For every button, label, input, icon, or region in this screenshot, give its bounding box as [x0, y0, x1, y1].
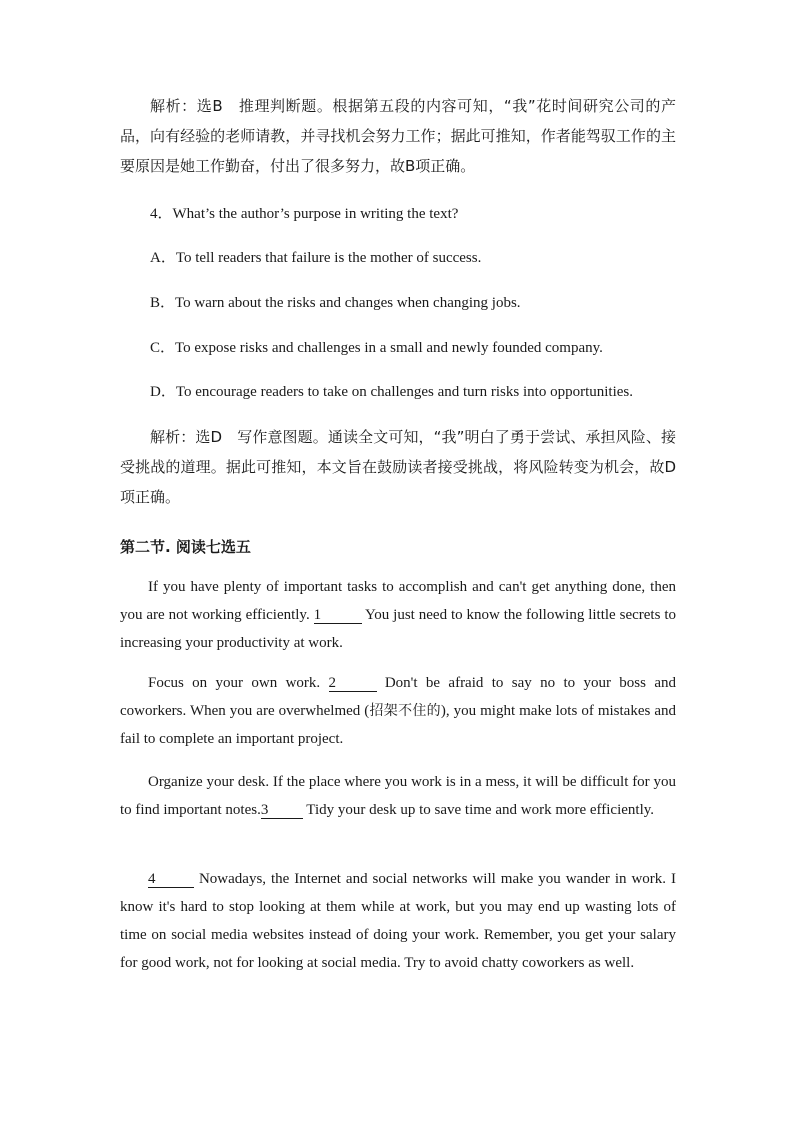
section-title: 第二节. 阅读七选五	[120, 538, 251, 556]
passage-paragraph-2	[120, 669, 676, 753]
p2-after: ), you might make lots of mistakes and fail to complete an important project.	[120, 703, 676, 747]
question-4-option-a	[120, 248, 676, 268]
p4-after: Nowadays, the Internet and social networks will make you wander in work. I know it's hard to stop looking at them while at work, but you may end up wasting lots of time on social media websites instead of doing your work. Remember, you get your salary for good work, not for looking at social media. Try to avoid chatty coworkers as well.	[120, 871, 676, 971]
question-4	[120, 204, 676, 224]
analysis-q3-text: 解析：选B 推理判断题。根据第五段的内容可知，“我”花时间研究公司的产品，向有经验的老师请教，并寻找机会努力工作；据此可推知，作者能驾驭工作的主要原因是她工作勤奋，付出了很多努力，故B项正确。	[120, 97, 676, 175]
analysis-q4	[120, 422, 676, 512]
question-4-option-d	[120, 382, 676, 402]
option-c-text: C．To expose risks and challenges in a small and newly founded company.	[150, 340, 603, 356]
passage-paragraph-3	[120, 768, 676, 824]
p1-after: You just need to know the following little secrets to increasing your productivity at work.	[120, 607, 676, 651]
question-4-stem: 4．What’s the author’s purpose in writing the text?	[150, 206, 459, 222]
question-4-option-c	[120, 338, 676, 358]
analysis-q3	[120, 91, 676, 181]
option-a-text: A．To tell readers that failure is the mother of success.	[150, 250, 482, 266]
paragraph-3-text	[120, 768, 676, 824]
p3-after: Tidy your desk up to save time and work more efficiently.	[302, 802, 655, 818]
blank-1[interactable]: 1	[314, 607, 362, 624]
p2-before: Focus on your own work.	[148, 675, 329, 691]
analysis-q4-text: 解析：选D 写作意图题。通读全文可知，“我”明白了勇于尝试、承担风险、接受挑战的道理。据此可推知，本文旨在鼓励读者接受挑战，将风险转变为机会，故D项正确。	[120, 428, 676, 506]
p2-mid: Don't be afraid to say no to your boss and coworkers. When you are overwhelmed (	[120, 675, 676, 719]
passage-paragraph-1	[120, 573, 676, 657]
paragraph-2-text	[120, 669, 676, 753]
p1-before: If you have plenty of important tasks to accomplish and can't get anything done, then you are not working efficiently.	[120, 579, 676, 623]
passage-paragraph-4	[120, 865, 676, 977]
paragraph-1-text	[120, 573, 676, 657]
blank-2[interactable]: 2	[329, 675, 377, 692]
p3-before: Organize your desk. If the place where you work is in a mess, it will be difficult for you to find important notes.	[120, 774, 676, 818]
paragraph-4-text	[120, 865, 676, 977]
blank-3[interactable]: 3	[261, 802, 303, 819]
option-b-text: B．To warn about the risks and changes when changing jobs.	[150, 295, 521, 311]
option-d-text: D．To encourage readers to take on challenges and turn risks into opportunities.	[150, 384, 633, 400]
blank-4[interactable]: 4	[148, 871, 194, 888]
section-2-header	[120, 535, 676, 559]
question-4-option-b	[120, 293, 676, 313]
p2-gloss: 招架不住的	[369, 703, 441, 719]
